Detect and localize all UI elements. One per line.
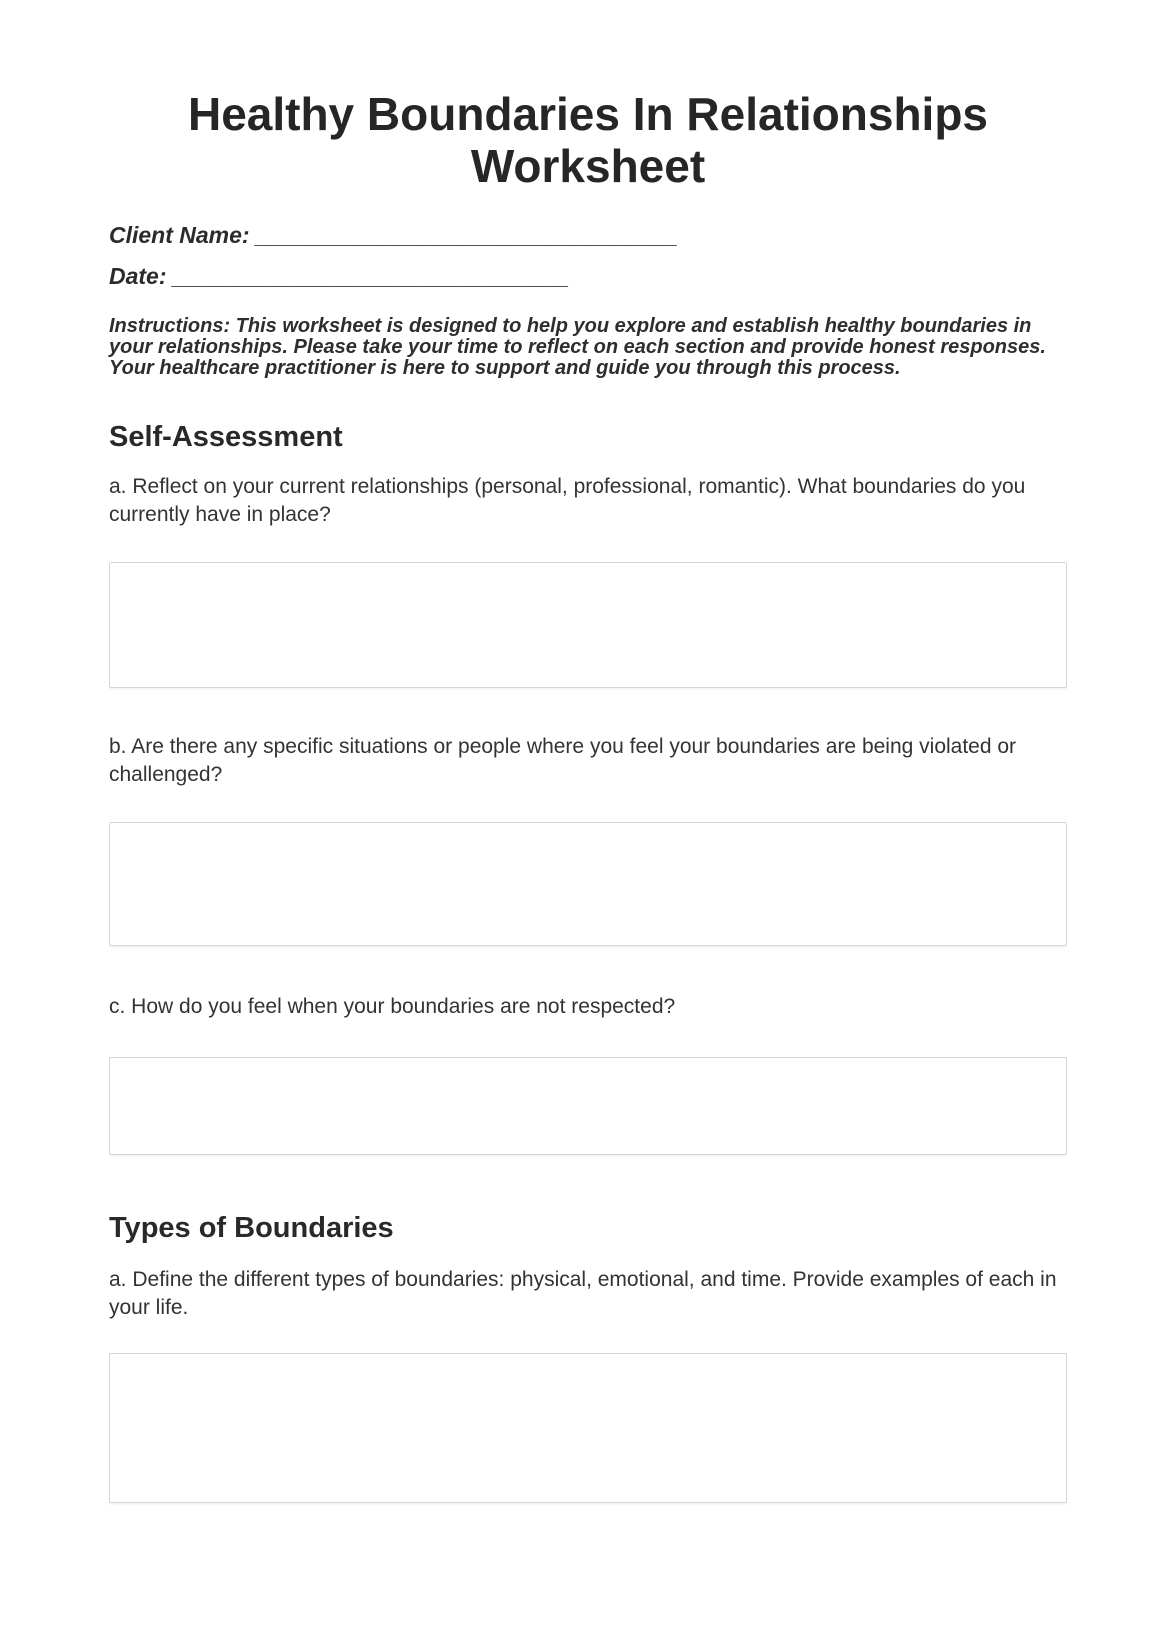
date-field: [109, 261, 1067, 291]
client-name-label: Client Name:: [109, 222, 250, 248]
header-fields: [109, 220, 1067, 291]
date-blank-line[interactable]: _______________________________: [172, 263, 570, 289]
client-name-blank-line[interactable]: _________________________________: [255, 222, 678, 248]
instructions-text: Instructions: This worksheet is designed to help you explore and establish healthy boundaries in your relationships. Please take your time to reflect on each section and provide honest responses. Your healthcare practitioner is here to support and guide you through this process.: [109, 315, 1046, 379]
date-label: Date:: [109, 263, 167, 289]
answer-box-self-assessment-b[interactable]: [109, 822, 1067, 946]
section-heading-types-of-boundaries: Types of Boundaries: [109, 1212, 394, 1244]
question-self-assessment-c: c. How do you feel when your boundaries are not respected?: [109, 995, 676, 1018]
answer-box-self-assessment-a[interactable]: [109, 562, 1067, 688]
question-self-assessment-a: a. Reflect on your current relationships (personal, professional, romantic). What boundaries do you currently have in place?: [109, 475, 1026, 526]
answer-box-self-assessment-c[interactable]: [109, 1057, 1067, 1155]
page-title: Healthy Boundaries In Relationships Worksheet: [187, 88, 989, 192]
question-types-of-boundaries-a: a. Define the different types of boundaries: physical, emotional, and time. Provide examples of each in your life.: [109, 1268, 1057, 1319]
question-self-assessment-b: b. Are there any specific situations or people where you feel your boundaries are being violated or challenged?: [109, 735, 1017, 786]
worksheet-page: [109, 0, 1067, 1630]
client-name-field: [109, 220, 1067, 250]
answer-box-types-of-boundaries-a[interactable]: [109, 1353, 1067, 1503]
section-heading-self-assessment: Self-Assessment: [109, 421, 343, 453]
